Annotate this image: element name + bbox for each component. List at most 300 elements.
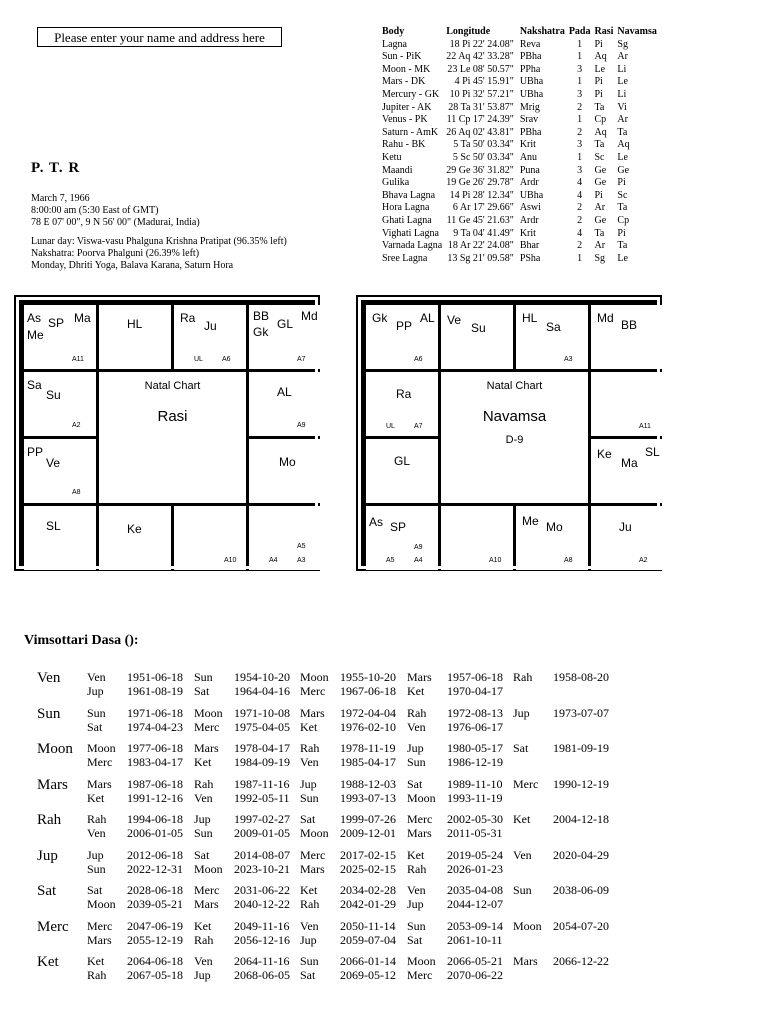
antardasa-date: 2023-10-21 [234,861,290,876]
antardasa-date: 2026-01-23 [447,861,503,876]
antardasa-date: 1954-10-20 [234,670,290,684]
antardasa-entry [87,670,183,685]
cell-rasi: Ta [594,227,605,239]
antardasa-planet: Ven [513,847,532,862]
antardasa-date: 1990-12-19 [553,776,609,791]
antardasa-planet: Ket [300,883,318,897]
cell-nakshatra: Mrig [519,101,540,113]
dasa-lord: Jup [37,847,58,864]
antardasa-planet: Ven [194,954,213,968]
arudha-label: A10 [224,557,237,564]
antardasa-entry [87,848,183,863]
planet-label: Ma [74,311,91,325]
planet-label: Md [597,311,614,325]
antardasa-planet: Merc [87,918,113,933]
cell-pada: 2 [577,202,583,214]
antardasa-entry [194,670,290,685]
cell-body: Rahu - BK [382,139,426,151]
antardasa-date: 2006-01-05 [127,826,183,840]
planet-label: Ra [180,311,196,325]
planet-label: SP [390,520,407,534]
antardasa-planet: Moon [87,897,116,911]
dasa-title: Vimsottari Dasa (): [24,633,139,648]
antardasa-planet: Mars [300,861,325,876]
cell-navamsa: Ar [617,114,628,126]
arudha-label: A10 [489,557,502,564]
antardasa-planet: Sun [87,861,106,876]
antardasa-entry [300,706,396,721]
cell-pada: 3 [577,88,583,100]
planet-label: AL [277,385,292,399]
cell-rasi: Ta [594,101,605,113]
cell-navamsa: Le [617,151,628,163]
antardasa-planet: Sat [300,812,316,826]
antardasa-date: 1993-11-19 [447,790,503,805]
cell-rasi: Ge [594,177,607,189]
antardasa-date: 2059-07-04 [340,932,396,947]
planet-label: PP [396,319,413,333]
antardasa-date: 2066-05-21 [447,954,503,968]
cell-navamsa: Cp [617,214,630,226]
antardasa-entry [407,897,503,912]
cell-longitude: 4 Pi 45' 15.91" [454,76,514,88]
antardasa-entry [300,919,396,934]
antardasa-planet: Rah [407,705,427,720]
antardasa-entry [87,919,183,934]
cell-rasi: Ta [594,139,605,151]
navamsa_chart-house-cell [366,305,438,369]
dasa-period [37,670,697,702]
rasi_chart-house-cell [174,305,246,369]
antardasa-planet: Sat [87,719,103,734]
arudha-label: A4 [269,557,278,564]
antardasa-entry [194,919,290,934]
antardasa-entry [407,720,503,735]
cell-longitude: 14 Pi 28' 12.34" [449,189,514,201]
cell-navamsa: Le [617,252,628,264]
antardasa-entry [87,826,183,841]
cell-body: Ketu [382,151,402,163]
antardasa-date: 2055-12-19 [127,932,183,947]
table-row [382,215,661,228]
cell-longitude: 6 Ar 17' 29.66" [452,202,514,214]
antardasa-entry [87,954,183,969]
antardasa-date: 2067-05-18 [127,968,183,982]
chart-center-name: Navamsa [482,408,547,425]
antardasa-entry [194,883,290,898]
antardasa-planet: Rah [194,776,214,791]
table-row [382,39,661,52]
antardasa-entry [194,897,290,912]
antardasa-date: 2064-11-16 [234,954,290,968]
rasi_chart-house-cell [24,372,96,436]
rasi_chart-house-cell [24,439,96,503]
cell-longitude: 26 Aq 02' 43.81" [446,126,514,138]
antardasa-planet: Mars [87,776,112,791]
antardasa-entry [194,862,290,877]
arudha-label: A11 [72,356,84,363]
cell-body: Mercury - GK [382,88,440,100]
antardasa-planet: Sat [194,684,210,698]
antardasa-planet: Ven [87,670,106,684]
antardasa-entry [87,897,183,912]
cell-nakshatra: UBha [519,88,544,100]
rasi_chart-house-cell [249,372,321,436]
cell-rasi: Aq [594,51,607,63]
rasi_chart-house-cell [249,439,321,503]
antardasa-date: 1958-08-20 [553,670,609,684]
antardasa-planet: Mars [194,897,219,911]
antardasa-entry [300,684,396,699]
antardasa-entry [407,777,503,792]
antardasa-date: 1980-05-17 [447,741,503,755]
rasi_chart-house-cell [174,506,246,570]
arudha-label: A4 [414,557,423,564]
cell-pada: 2 [577,126,583,138]
antardasa-date: 2049-11-16 [234,918,290,933]
dasa-lord: Merc [37,918,69,935]
antardasa-planet: Sun [300,954,319,968]
antardasa-date: 1989-11-10 [447,776,503,791]
planet-label: Me [27,328,44,342]
cell-navamsa: Ar [617,51,628,63]
cell-body: Moon - MK [382,63,431,75]
cell-body: Hora Lagna [382,202,430,214]
antardasa-date: 2017-02-15 [340,847,396,862]
antardasa-date: 1977-06-18 [127,741,183,755]
dasa-lord: Mars [37,776,68,793]
antardasa-planet: Sun [407,918,426,933]
antardasa-entry [87,791,183,806]
planet-label: Ma [621,456,638,470]
antardasa-entry [87,684,183,699]
cell-rasi: Sg [594,252,606,264]
antardasa-entry [407,848,503,863]
cell-body: Vighati Lagna [382,227,439,239]
antardasa-planet: Sat [87,883,103,897]
antardasa-entry [300,897,396,912]
antardasa-entry [513,883,609,898]
planet-label: Gk [372,311,388,325]
arudha-label: A11 [639,423,651,430]
antardasa-planet: Sun [513,883,532,897]
cell-rasi: Pi [594,189,603,201]
arudha-label: A8 [72,489,81,496]
planet-label: Ve [447,313,462,327]
antardasa-planet: Sun [300,790,319,805]
navamsa-chart [356,295,662,571]
antardasa-planet: Ket [407,847,425,862]
dasa-lord: Moon [37,741,73,757]
table-row [382,253,661,266]
cell-longitude: 10 Pi 32' 57.21" [449,88,514,100]
rasi_chart-house-cell [249,305,321,369]
table-row [382,114,661,127]
antardasa-planet: Jup [194,968,211,982]
table-row [382,76,661,89]
antardasa-planet: Jup [300,932,317,947]
antardasa-date: 1985-04-17 [340,755,396,769]
chart-center-title: Natal Chart [486,380,543,392]
cell-pada: 3 [577,63,583,75]
planet-label: Su [471,321,486,335]
cell-body: Lagna [382,38,407,50]
cell-body: Sun - PiK [382,51,422,63]
table-row [382,64,661,77]
planet-label: Me [522,514,539,528]
antardasa-entry [300,862,396,877]
antardasa-entry [300,826,396,841]
planet-label: Ve [46,456,61,470]
antardasa-date: 1974-04-23 [127,719,183,734]
cell-rasi: Pi [594,88,603,100]
antardasa-entry [87,933,183,948]
antardasa-planet: Jup [87,684,104,698]
cell-pada: 2 [577,240,583,252]
antardasa-date: 1992-05-11 [234,790,290,805]
arudha-label: A8 [564,557,573,564]
antardasa-date: 2020-04-29 [553,847,609,862]
antardasa-planet: Moon [194,705,223,720]
planet-label: SL [645,445,660,459]
cell-navamsa: Li [617,88,627,100]
antardasa-planet: Rah [407,861,427,876]
antardasa-entry [300,777,396,792]
antardasa-planet: Ven [194,790,213,805]
antardasa-entry [194,720,290,735]
antardasa-date: 2066-01-14 [340,954,396,968]
yoga-karana-hora: Monday, Dhriti Yoga, Balava Karana, Saturn Hora [31,260,234,271]
cell-rasi: Sc [594,151,605,163]
planet-label: Mo [546,520,563,534]
antardasa-planet: Mars [513,954,538,968]
name-address-field[interactable]: Please enter your name and address here [37,27,282,47]
rasi_chart-house-cell [99,506,171,570]
antardasa-planet: Merc [407,968,433,982]
antardasa-planet: Mars [87,932,112,947]
cell-body: Jupiter - AK [382,101,432,113]
antardasa-entry [300,933,396,948]
table-row [382,228,661,241]
cell-nakshatra: Krit [519,227,536,239]
antardasa-planet: Moon [407,954,436,968]
antardasa-date: 1970-04-17 [447,684,503,698]
planet-label: Ke [597,447,612,461]
antardasa-entry [194,848,290,863]
planet-label: Ju [204,319,217,333]
cell-longitude: 11 Ge 45' 21.63" [446,214,514,226]
antardasa-planet: Sat [300,968,316,982]
antardasa-date: 2009-12-01 [340,826,396,840]
birth-place: 78 E 07' 00", 9 N 56' 00" (Madurai, India) [31,217,200,228]
antardasa-planet: Moon [300,670,329,684]
cell-navamsa: Li [617,63,627,75]
cell-longitude: 29 Ge 36' 31.82" [446,164,514,176]
navamsa_chart-house-cell [366,372,438,436]
antardasa-planet: Rah [87,968,107,982]
antardasa-entry [194,826,290,841]
planet-positions-table [382,26,661,265]
antardasa-entry [407,826,503,841]
antardasa-planet: Merc [194,883,220,897]
antardasa-date: 1999-07-26 [340,812,396,826]
antardasa-date: 1976-02-10 [340,719,396,734]
arudha-label: A3 [297,557,306,564]
navamsa_chart-chart-center [441,372,588,503]
cell-navamsa: Ta [617,240,628,252]
antardasa-date: 1951-06-18 [127,670,183,684]
rasi_chart-house-cell [99,305,171,369]
table-row [382,139,661,152]
antardasa-date: 2064-06-18 [127,954,183,968]
antardasa-date: 1964-04-16 [234,684,290,698]
planet-label: HL [522,311,538,325]
antardasa-planet: Rah [300,741,320,755]
antardasa-entry [300,720,396,735]
cell-body: Gulika [382,177,410,189]
planet-label: Su [46,388,61,402]
antardasa-date: 2004-12-18 [553,812,609,826]
antardasa-date: 2031-06-22 [234,883,290,897]
antardasa-date: 1984-09-19 [234,755,290,769]
antardasa-entry [407,684,503,699]
cell-nakshatra: PPha [519,63,541,75]
navamsa_chart-house-cell [591,506,663,570]
antardasa-planet: Merc [300,847,326,862]
antardasa-planet: Merc [407,812,433,826]
antardasa-planet: Sat [407,932,423,947]
antardasa-entry [513,812,609,827]
antardasa-planet: Ket [300,719,318,734]
antardasa-planet: Ven [407,719,426,734]
cell-navamsa: Aq [617,139,630,151]
table-row [382,51,661,64]
antardasa-date: 1955-10-20 [340,670,396,684]
cell-longitude: 9 Ta 04' 41.49" [453,227,514,239]
antardasa-date: 1973-07-07 [553,705,609,720]
col-body: Body [382,26,405,37]
antardasa-date: 1983-04-17 [127,755,183,769]
antardasa-planet: Jup [513,705,530,720]
arudha-label: A3 [564,356,573,363]
cell-body: Varnada Lagna [382,240,443,252]
navamsa_chart-house-cell [591,372,663,436]
cell-pada: 1 [577,51,583,63]
antardasa-entry [87,741,183,756]
antardasa-entry [300,968,396,983]
antardasa-entry [407,706,503,721]
col-navamsa: Navamsa [617,26,657,37]
table-row [382,177,661,190]
cell-body: Saturn - AmK [382,126,439,138]
planet-label: BB [621,318,638,332]
dasa-period [37,812,697,844]
cell-body: Sree Lagna [382,252,428,264]
antardasa-entry [194,968,290,983]
antardasa-date: 2054-07-20 [553,918,609,933]
lunar-day: Lunar day: Viswa-vasu Phalguna Krishna Pratipat (96.35% left) [31,236,287,247]
antardasa-entry [407,812,503,827]
antardasa-date: 1987-11-16 [234,776,290,791]
dasa-period [37,848,697,880]
antardasa-entry [407,883,503,898]
antardasa-planet: Ven [300,918,319,933]
cell-longitude: 5 Sc 50' 03.34" [452,151,514,163]
antardasa-date: 2050-11-14 [340,918,396,933]
cell-navamsa: Pi [617,227,626,239]
cell-pada: 3 [577,164,583,176]
cell-body: Mars - DK [382,76,426,88]
planet-label: Ju [619,520,632,534]
antardasa-entry [300,755,396,770]
antardasa-planet: Ket [194,918,212,933]
cell-rasi: Pi [594,76,603,88]
antardasa-planet: Mars [300,705,325,720]
antardasa-date: 1976-06-17 [447,719,503,734]
dasa-lord: Ket [37,954,59,970]
cell-nakshatra: Aswi [519,202,541,214]
antardasa-date: 2035-04-08 [447,883,503,897]
antardasa-planet: Ven [300,755,319,769]
table-row [382,89,661,102]
antardasa-entry [194,777,290,792]
cell-nakshatra: Ardr [519,214,539,226]
dasa-period [37,954,697,986]
antardasa-entry [300,954,396,969]
planet-label: As [369,515,384,529]
antardasa-entry [194,954,290,969]
navamsa_chart-house-cell [516,506,588,570]
antardasa-entry [300,883,396,898]
planet-label: SP [48,316,65,330]
arudha-label: A9 [297,422,306,429]
cell-longitude: 5 Ta 50' 03.34" [453,139,514,151]
antardasa-date: 2022-12-31 [127,861,183,876]
planet-label: Md [301,309,318,323]
cell-pada: 4 [577,227,583,239]
cell-navamsa: Pi [617,177,626,189]
antardasa-date: 1957-06-18 [447,670,503,684]
antardasa-date: 2039-05-21 [127,897,183,911]
cell-rasi: Aq [594,126,607,138]
planet-label: GL [394,454,411,468]
antardasa-planet: Mars [407,826,432,840]
antardasa-entry [300,741,396,756]
planet-label: Sa [27,378,42,392]
cell-nakshatra: Srav [519,114,539,126]
antardasa-planet: Merc [300,684,326,698]
antardasa-planet: Sat [407,776,423,791]
antardasa-date: 2025-02-15 [340,861,396,876]
antardasa-entry [407,954,503,969]
cell-navamsa: Le [617,76,628,88]
antardasa-entry [87,720,183,735]
antardasa-planet: Rah [87,812,107,826]
cell-longitude: 18 Ar 22' 24.08" [447,240,514,252]
antardasa-date: 1971-10-08 [234,705,290,720]
antardasa-date: 1975-04-05 [234,719,290,734]
antardasa-planet: Sat [194,847,210,862]
antardasa-planet: Sun [87,705,106,720]
arudha-label: UL [386,423,395,430]
cell-rasi: Ar [594,240,606,252]
antardasa-date: 1993-07-13 [340,790,396,805]
antardasa-entry [513,954,609,969]
arudha-label: A2 [72,422,81,429]
navamsa_chart-house-cell [591,305,663,369]
antardasa-date: 1991-12-16 [127,790,183,805]
cell-navamsa: Ta [617,202,628,214]
